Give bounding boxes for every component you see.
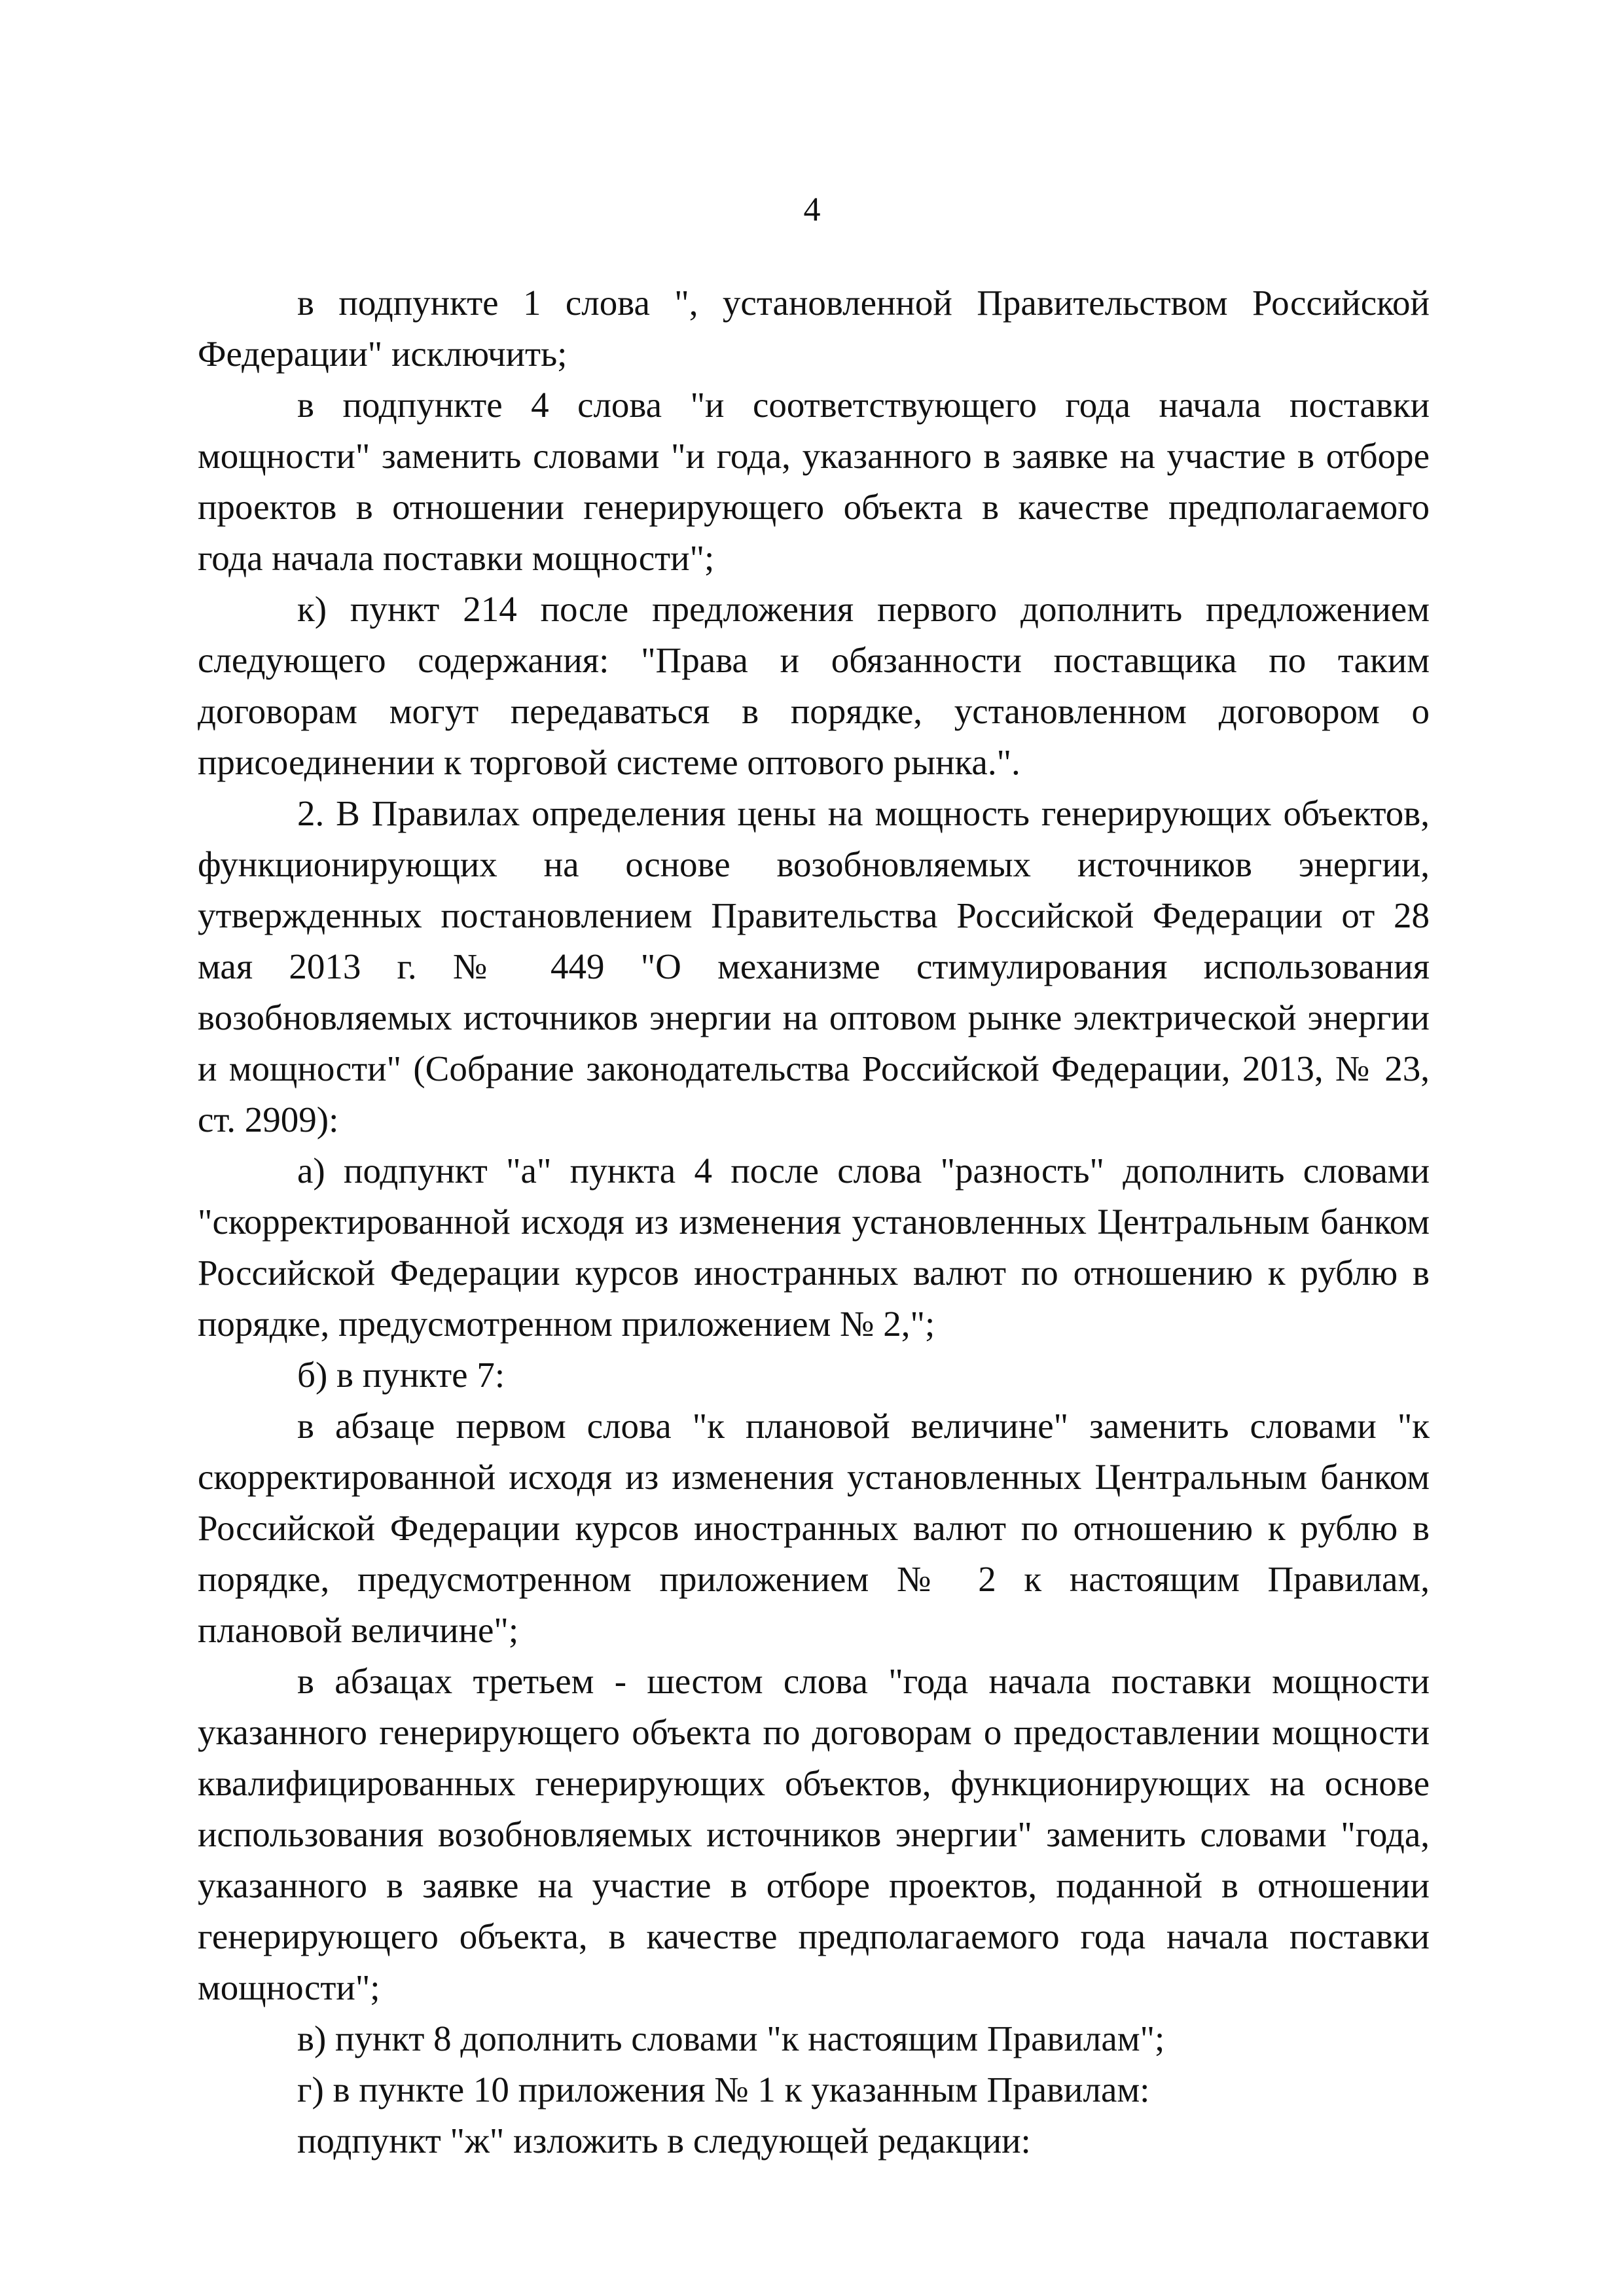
paragraph-subpoint-4: в подпункте 4 слова "и соответствующего года начала поставки мощности" заменить словами "и года, указанного в заявке на участие в отборе проектов в отношении генерирующего объекта в качестве предполагаемого года начала поставки мощности"; [198,385,1430,578]
paragraph-item-a: а) подпункт "а" пункта 4 после слова "разность" дополнить словами "скорректированной исходя из изменения установленных Центральным банком Российской Федерации курсов иностранных валют по отношению к рублю в порядке, предусмотренном приложением № 2,"; [198,1151,1430,1344]
paragraph-item-g: г) в пункте 10 приложения № 1 к указанным Правилам: [297,2070,1150,2109]
paragraph-item-b: б) в пункте 7: [297,1355,505,1395]
document-body [198,278,1430,2166]
page-number: 4 [803,191,821,228]
paragraph-subpoint-1: в подпункте 1 слова ", установленной Правительством Российской Федерации" исключить; [198,283,1430,374]
paragraph-item-k: к) пункт 214 после предложения первого дополнить предложением следующего содержания: "Права и обязанности поставщика по таким договорам могут передаваться в порядке, установленном договором о присоединении к торговой системе оптового рынка.". [198,589,1430,782]
paragraph-abzats-third-sixth: в абзацах третьем - шестом слова "года начала поставки мощности указанного генерирующего объекта по договорам о предоставлении мощности квалифицированных генерирующих объектов, функционирующих на основе использования возобновляемых источников энергии" заменить словами "года, указанного в заявке на участие в отборе проектов, поданной в отношении генерирующего объекта, в качестве предполагаемого года начала поставки мощности"; [198,1661,1430,2007]
paragraph-abzats-first: в абзаце первом слова "к плановой величине" заменить словами "к скорректированной исходя из изменения установленных Центральным банком Российской Федерации курсов иностранных валют по отношению к рублю в порядке, предусмотренном приложением № 2 к настоящим Правилам, плановой величине"; [198,1406,1430,1650]
paragraph-subpoint-zh: подпункт "ж" изложить в следующей редакции: [297,2121,1031,2161]
paragraph-section-2: 2. В Правилах определения цены на мощность генерирующих объектов, функционирующих на основе возобновляемых источников энергии, утвержденных постановлением Правительства Российской Федерации от 28 мая 2013 г. № 449 "О механизме стимулирования использования возобновляемых источников энергии на оптовом рынке электрической энергии и мощности" (Собрание законодательства Российской Федерации, 2013, № 23, ст. 2909): [198,793,1430,1139]
paragraph-item-v: в) пункт 8 дополнить словами "к настоящим Правилам"; [297,2018,1165,2058]
